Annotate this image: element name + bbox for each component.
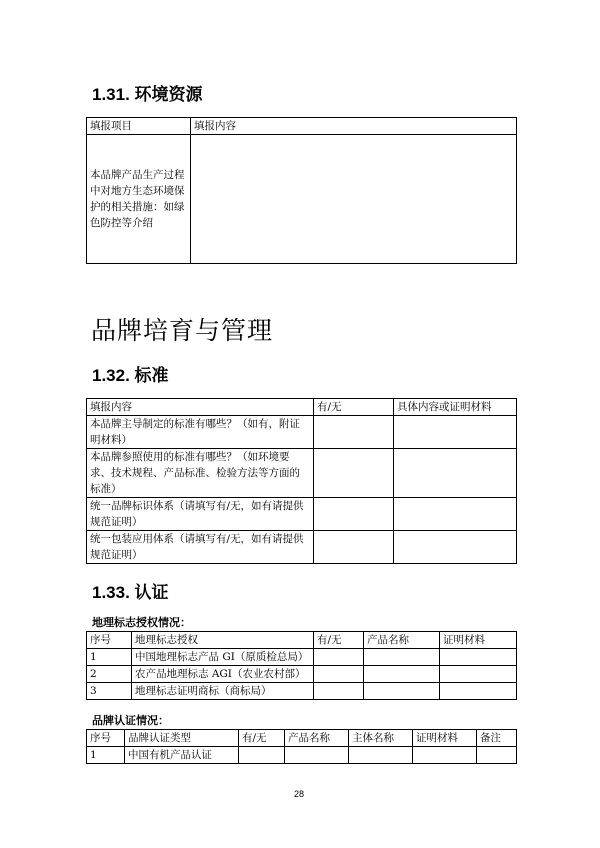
table-row <box>87 449 517 498</box>
header-cell: 备注 <box>477 730 517 747</box>
input-cell[interactable] <box>440 683 517 700</box>
input-cell[interactable] <box>314 416 394 449</box>
input-cell[interactable] <box>394 416 517 449</box>
input-cell[interactable] <box>314 449 394 498</box>
brand-certification-table <box>86 729 517 764</box>
input-cell[interactable] <box>394 531 517 564</box>
header-cell: 证明材料 <box>413 730 477 747</box>
input-cell[interactable] <box>413 747 477 764</box>
input-cell[interactable] <box>314 531 394 564</box>
row-number: 2 <box>87 666 132 683</box>
header-cell: 证明材料 <box>440 632 517 649</box>
input-cell[interactable] <box>440 666 517 683</box>
row-label: 中国地理标志产品 GI（原质检总局） <box>132 649 314 666</box>
header-cell: 填报内容 <box>191 118 517 135</box>
header-cell: 具体内容或证明材料 <box>394 399 517 416</box>
geo-indication-table <box>86 631 517 700</box>
input-cell[interactable] <box>477 747 517 764</box>
header-cell: 产品名称 <box>285 730 349 747</box>
page-number: 28 <box>294 789 305 799</box>
header-cell: 有/无 <box>314 632 364 649</box>
header-cell: 产品名称 <box>364 632 440 649</box>
input-cell[interactable] <box>349 747 413 764</box>
row-label: 农产品地理标志 AGI（农业农村部） <box>132 666 314 683</box>
input-cell[interactable] <box>364 666 440 683</box>
input-cell[interactable] <box>191 135 517 264</box>
row-label: 统一包装应用体系（请填写有/无，如有请提供规范证明） <box>87 531 314 564</box>
table-row <box>87 531 517 564</box>
row-number: 1 <box>87 649 132 666</box>
table-row <box>87 683 517 700</box>
header-cell: 品牌认证类型 <box>125 730 239 747</box>
geo-caption: 地理标志授权情况： <box>92 616 191 629</box>
header-cell: 填报项目 <box>87 118 191 135</box>
input-cell[interactable] <box>285 747 349 764</box>
brand-caption: 品牌认证情况： <box>92 714 169 727</box>
section-title-1-33: 1.33. 认证 <box>92 583 169 602</box>
input-cell[interactable] <box>314 666 364 683</box>
section-title-1-32: 1.32. 标准 <box>92 366 169 385</box>
row-number: 1 <box>87 747 125 764</box>
input-cell[interactable] <box>314 498 394 531</box>
header-cell: 地理标志授权 <box>132 632 314 649</box>
input-cell[interactable] <box>314 649 364 666</box>
table-row <box>87 747 517 764</box>
table-row <box>87 649 517 666</box>
input-cell[interactable] <box>364 649 440 666</box>
table-row <box>87 498 517 531</box>
row-label: 本品牌参照使用的标准有哪些？（如环境要求、技术规程、产品标准、检验方法等方面的标准） <box>87 449 314 498</box>
input-cell[interactable] <box>364 683 440 700</box>
row-label: 本品牌产品生产过程中对地方生态环境保护的相关措施：如绿色防控等介绍 <box>87 135 191 264</box>
row-label: 统一品牌标识体系（请填写有/无，如有请提供规范证明） <box>87 498 314 531</box>
standards-table <box>86 398 517 564</box>
header-cell: 主体名称 <box>349 730 413 747</box>
header-cell: 填报内容 <box>87 399 314 416</box>
row-label: 中国有机产品认证 <box>125 747 239 764</box>
header-cell: 有/无 <box>239 730 285 747</box>
section-title-1-31: 1.31. 环境资源 <box>92 85 203 104</box>
row-label: 本品牌主导制定的标准有哪些？（如有，附证明材料） <box>87 416 314 449</box>
chapter-title: 品牌培育与管理 <box>91 316 274 345</box>
header-cell: 序号 <box>87 730 125 747</box>
input-cell[interactable] <box>394 449 517 498</box>
input-cell[interactable] <box>239 747 285 764</box>
row-number: 3 <box>87 683 132 700</box>
header-cell: 序号 <box>87 632 132 649</box>
table-row <box>87 416 517 449</box>
input-cell[interactable] <box>440 649 517 666</box>
header-cell: 有/无 <box>314 399 394 416</box>
environment-table <box>86 117 517 264</box>
row-label: 地理标志证明商标（商标局） <box>132 683 314 700</box>
input-cell[interactable] <box>314 683 364 700</box>
table-row <box>87 666 517 683</box>
input-cell[interactable] <box>394 498 517 531</box>
